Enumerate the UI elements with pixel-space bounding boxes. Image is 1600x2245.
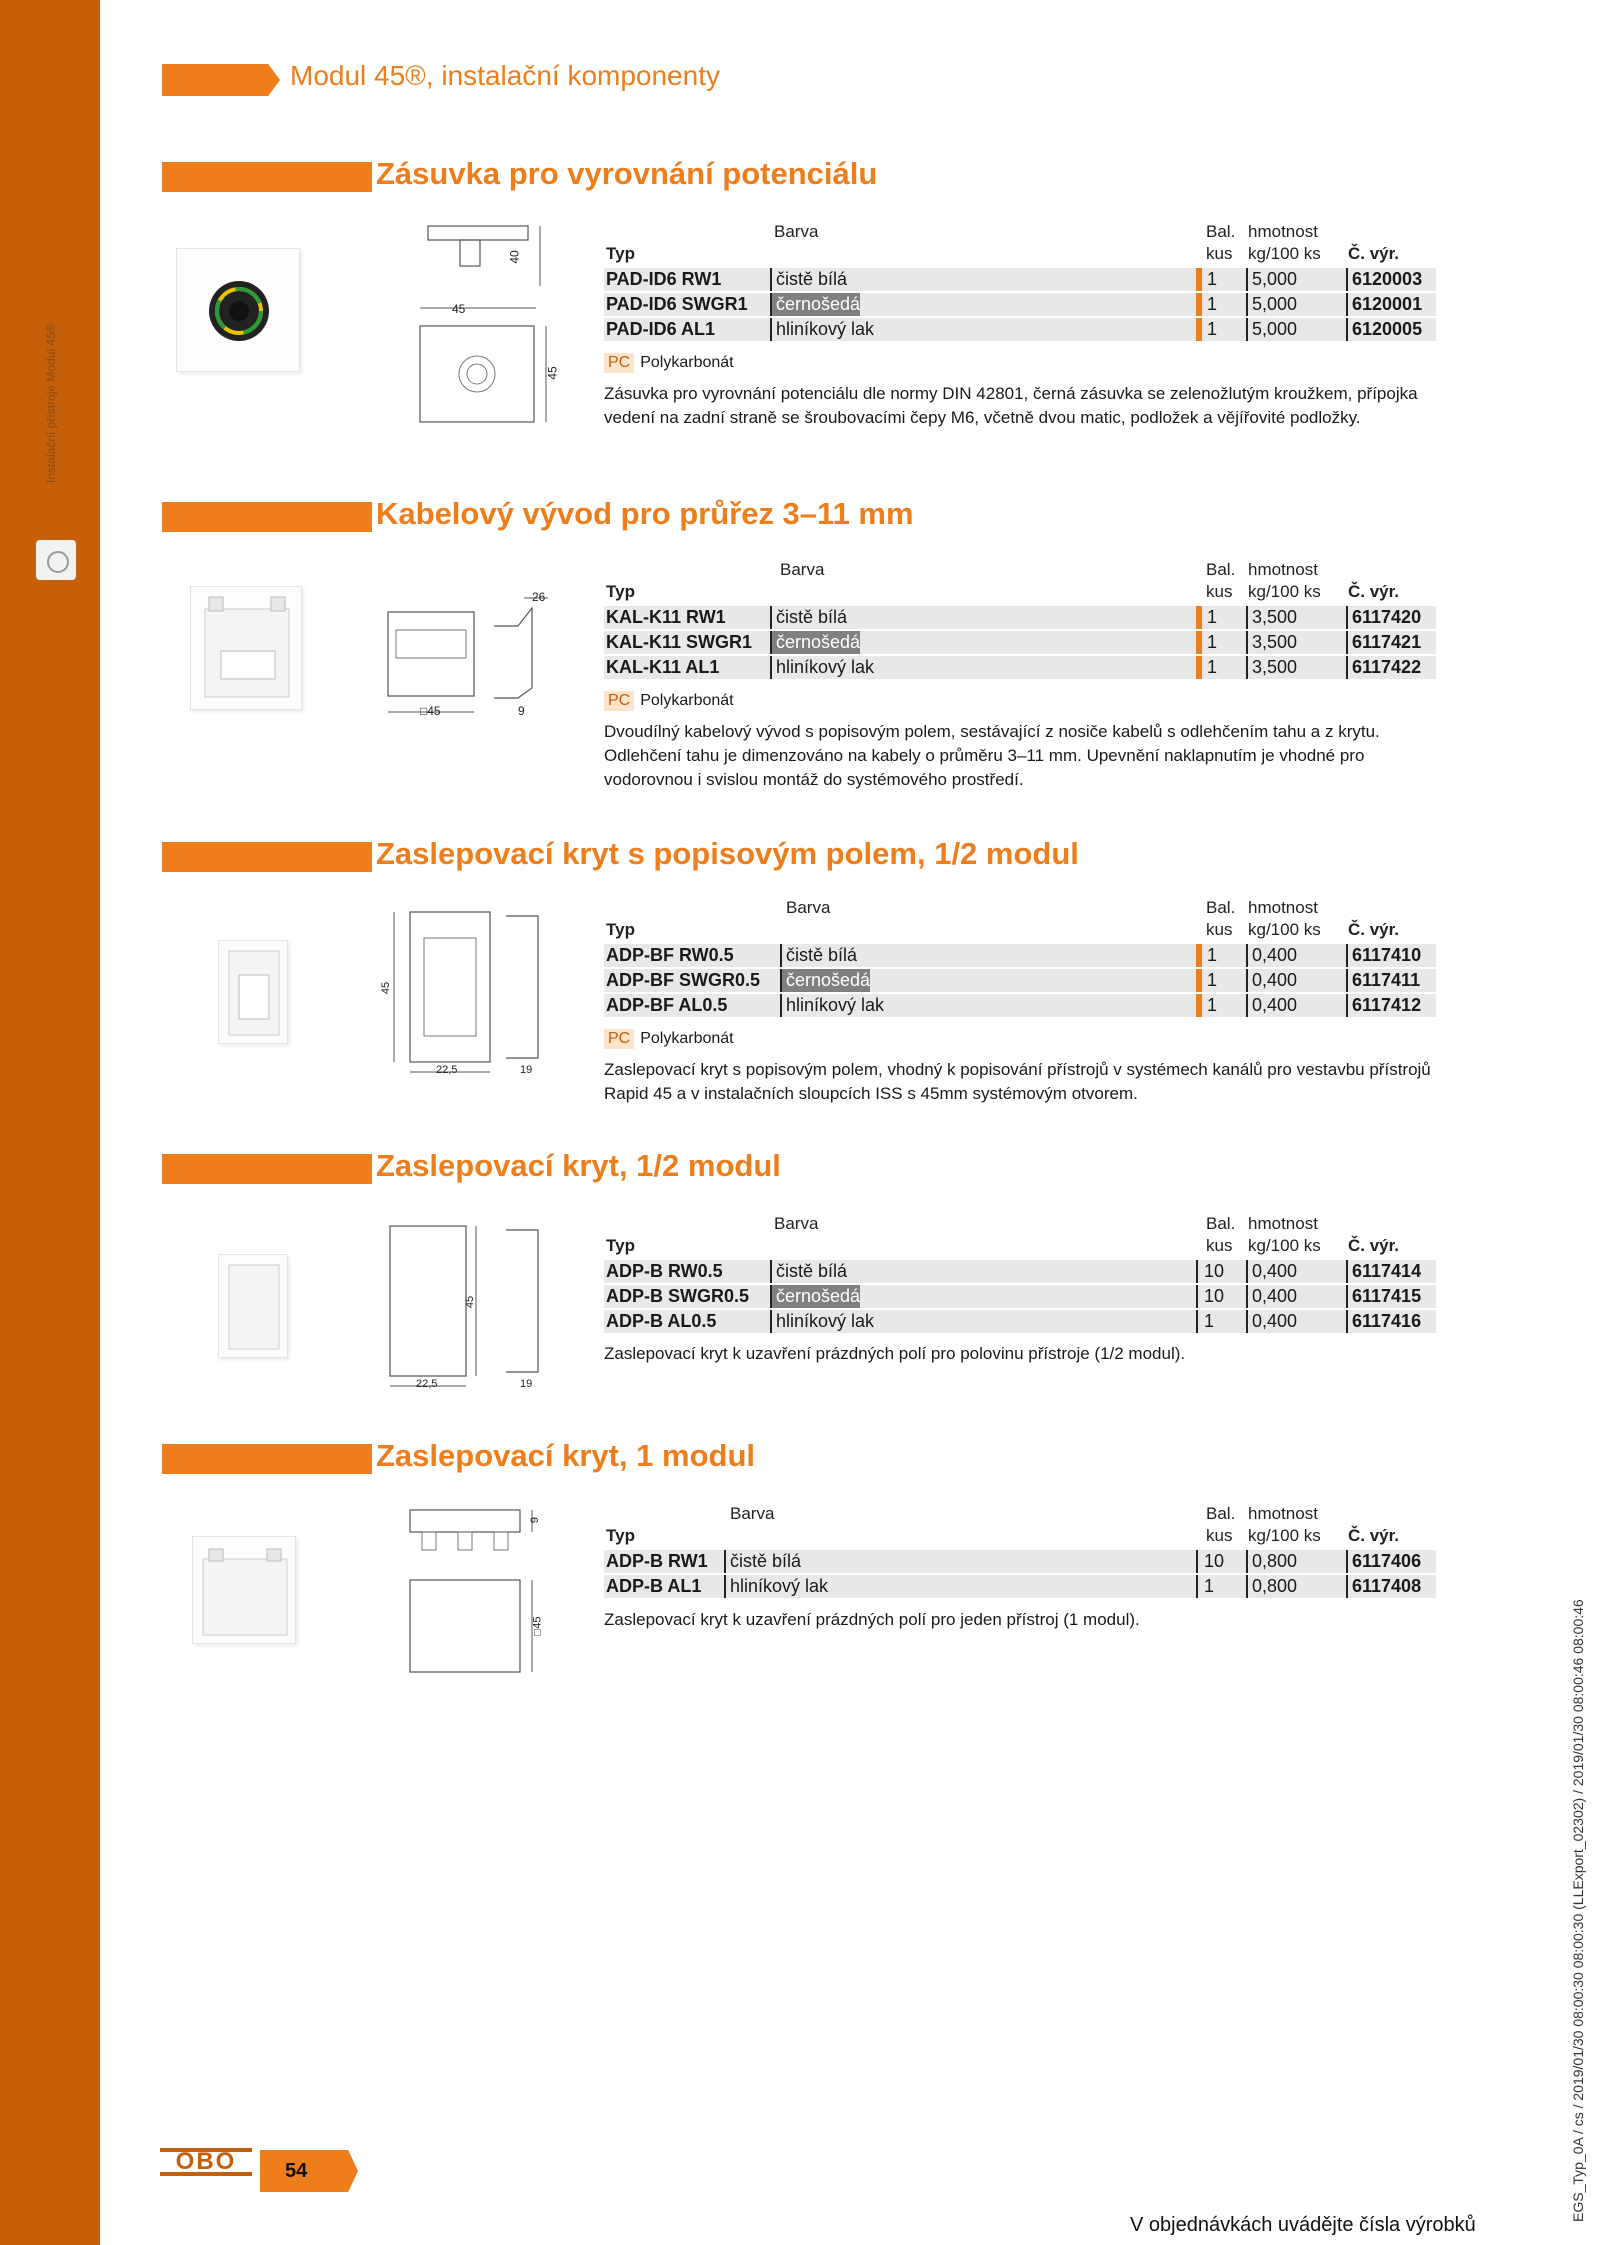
section-title: Zaslepovací kryt, 1 modul	[376, 1438, 756, 1473]
product-description: Zásuvka pro vyrovnání potenciálu dle normy DIN 42801, černá zásuvka se zelenožlutým kroužkem, přípojka vedení na zadní straně se šroubovacími čepy M6, včetně dvou matic, podložek a vějířovité podložky.	[604, 384, 1418, 427]
row-weight: 5,000	[1246, 268, 1297, 291]
row-code: 6117415	[1346, 1285, 1421, 1308]
technical-drawing	[380, 902, 560, 1082]
dimension-label: □45	[420, 704, 441, 718]
blank-cover-label-illustration	[219, 941, 289, 1045]
row-qty: 10	[1196, 1550, 1224, 1573]
col-header-color: Barva	[780, 560, 825, 579]
row-weight: 0,400	[1246, 944, 1297, 967]
material-line	[604, 353, 734, 373]
material-line	[604, 1029, 734, 1049]
row-type: KAL-K11 RW1	[606, 607, 726, 627]
obo-logo: OBO	[160, 2148, 252, 2176]
row-type: KAL-K11 AL1	[606, 657, 720, 677]
table-row	[604, 1310, 1436, 1333]
col-header-color: Barva	[786, 898, 831, 917]
row-color: hliníkový lak	[770, 1310, 874, 1333]
col-header-weight: hmotnost	[1248, 898, 1318, 917]
sidebar-vertical-label: Instalační přístroje Modul 45®	[44, 323, 58, 483]
row-color: čistě bílá	[770, 606, 847, 629]
row-weight: 0,400	[1246, 1310, 1297, 1333]
col-header-pack: Bal.	[1206, 222, 1236, 241]
blank-cover-half-illustration	[219, 1255, 289, 1359]
product-photo	[176, 248, 300, 372]
col-header-pack-unit: kus	[1206, 582, 1233, 601]
dimension-label: 45	[545, 366, 560, 380]
row-code: 6117408	[1346, 1575, 1421, 1598]
row-code: 6117422	[1346, 656, 1421, 679]
col-header-weight: hmotnost	[1248, 560, 1318, 579]
row-qty: 1	[1196, 1575, 1214, 1598]
product-description: Zaslepovací kryt s popisovým polem, vhodný k popisování přístrojů v systémech kanálů pro vestavbu přístrojů Rapid 45 a v instalačních sloupcích ISS s 45mm systémovým otvorem.	[604, 1060, 1431, 1103]
row-qty: 1	[1196, 293, 1217, 316]
row-type: PAD-ID6 RW1	[606, 269, 722, 289]
col-header-article: Č. výr.	[1348, 582, 1400, 601]
dimension-label: 22,5	[416, 1378, 438, 1390]
dimension-drawing	[380, 902, 560, 1082]
product-photo	[192, 1536, 296, 1644]
row-color: černošedá	[780, 969, 870, 992]
section-marker	[162, 502, 372, 532]
col-header-weight: hmotnost	[1248, 1214, 1318, 1233]
material-name: Polykarbonát	[640, 354, 734, 371]
material-badge: PC	[604, 353, 634, 373]
row-code: 6117412	[1346, 994, 1421, 1017]
table-row	[604, 1260, 1436, 1283]
col-header-pack-unit: kus	[1206, 920, 1233, 939]
footer-note: V objednávkách uvádějte čísla výrobků	[1130, 2214, 1476, 2236]
table-row	[604, 1550, 1436, 1573]
col-header-type: Typ	[606, 1526, 635, 1545]
row-color: hliníkový lak	[780, 994, 884, 1017]
row-weight: 3,500	[1246, 631, 1297, 654]
product-description: Dvoudílný kabelový vývod s popisovým polem, sestávající z nosiče kabelů s odlehčením tahu a z krytu. Odlehčení tahu je dimenzováno na kabely o průměru 3–11 mm. Upevnění naklapnutím je vhodné pro vodorovnou i svislou montáž do systémového prostředí.	[604, 722, 1380, 789]
section-title: Zaslepovací kryt, 1/2 modul	[376, 1148, 781, 1183]
page-number-tab	[260, 2150, 358, 2192]
row-color: hliníkový lak	[770, 656, 874, 679]
material-badge: PC	[604, 1029, 634, 1049]
material-name: Polykarbonát	[640, 1030, 734, 1047]
row-type: ADP-BF AL0.5	[606, 995, 728, 1015]
row-weight: 0,400	[1246, 1285, 1297, 1308]
header-tab-marker	[162, 64, 280, 96]
table-row	[604, 1285, 1436, 1308]
product-photo	[190, 586, 302, 710]
material-name: Polykarbonát	[640, 692, 734, 709]
row-qty: 10	[1196, 1260, 1224, 1283]
col-header-weight-unit: kg/100 ks	[1248, 1526, 1321, 1545]
row-weight: 0,800	[1246, 1575, 1297, 1598]
row-qty: 1	[1196, 944, 1217, 967]
technical-drawing	[380, 1216, 560, 1396]
table-row	[604, 606, 1436, 629]
row-code: 6117420	[1346, 606, 1421, 629]
section-marker	[162, 1444, 372, 1474]
dimension-label: 19	[520, 1378, 533, 1390]
row-code: 6117410	[1346, 944, 1421, 967]
dimension-label: 9	[518, 704, 525, 718]
row-qty: 1	[1196, 268, 1217, 291]
col-header-pack-unit: kus	[1206, 1236, 1233, 1255]
row-weight: 3,500	[1246, 606, 1297, 629]
section-marker	[162, 842, 372, 872]
section-title: Zásuvka pro vyrovnání potenciálu	[376, 156, 878, 191]
col-header-type: Typ	[606, 1236, 635, 1255]
col-header-type: Typ	[606, 920, 635, 939]
col-header-type: Typ	[606, 582, 635, 601]
row-weight: 0,800	[1246, 1550, 1297, 1573]
col-header-type: Typ	[606, 244, 635, 263]
section-title: Zaslepovací kryt s popisovým polem, 1/2 modul	[376, 836, 1079, 871]
row-color: čistě bílá	[770, 1260, 847, 1283]
row-qty: 1	[1196, 1310, 1214, 1333]
col-header-color: Barva	[774, 222, 819, 241]
blank-cover-full-illustration	[193, 1537, 297, 1645]
table-row	[604, 969, 1436, 992]
row-code: 6117421	[1346, 631, 1421, 654]
row-code: 6117416	[1346, 1310, 1421, 1333]
col-header-article: Č. výr.	[1348, 1236, 1400, 1255]
table-row	[604, 268, 1436, 291]
table-row	[604, 1575, 1436, 1598]
row-weight: 0,400	[1246, 969, 1297, 992]
col-header-article: Č. výr.	[1348, 1526, 1400, 1545]
row-code: 6117406	[1346, 1550, 1421, 1573]
col-header-color: Barva	[730, 1504, 775, 1523]
technical-drawing	[400, 1500, 560, 1680]
row-type: PAD-ID6 AL1	[606, 319, 716, 339]
page-title: Modul 45®, instalační komponenty	[290, 60, 720, 91]
dimension-label: 45	[380, 981, 393, 995]
row-code: 6117411	[1346, 969, 1420, 992]
table-row	[604, 631, 1436, 654]
row-color: černošedá	[770, 1285, 860, 1308]
dimension-label: 26	[532, 590, 546, 604]
export-metadata: EGS_Typ_0A / cs / 2019/01/30 08:00:30 08:00:30 (LLExport_02302) / 2019/01/30 08:00:46 08:00:46	[1570, 1599, 1586, 2222]
row-qty: 10	[1196, 1285, 1224, 1308]
row-type: ADP-B RW1	[606, 1551, 708, 1571]
dimension-label: 9	[529, 1516, 542, 1524]
row-color: hliníkový lak	[724, 1575, 828, 1598]
dimension-label: 19	[520, 1064, 533, 1076]
row-weight: 0,400	[1246, 1260, 1297, 1283]
material-line	[604, 691, 734, 711]
row-weight: 3,500	[1246, 656, 1297, 679]
dimension-drawing	[410, 216, 560, 426]
dimension-label: 40	[507, 250, 522, 264]
row-qty: 1	[1196, 318, 1217, 341]
row-color: čistě bílá	[724, 1550, 801, 1573]
product-photo	[218, 940, 288, 1044]
dimension-drawing	[400, 1500, 560, 1680]
section-marker	[162, 1154, 372, 1184]
dimension-label: □45	[531, 1616, 544, 1636]
page-number: 54	[285, 2160, 308, 2182]
col-header-weight-unit: kg/100 ks	[1248, 582, 1321, 601]
row-color: černošedá	[770, 293, 860, 316]
row-type: KAL-K11 SWGR1	[606, 632, 753, 652]
col-header-weight-unit: kg/100 ks	[1248, 920, 1321, 939]
row-weight: 5,000	[1246, 293, 1297, 316]
col-header-pack: Bal.	[1206, 898, 1236, 917]
dimension-label: 45	[464, 1295, 477, 1309]
row-code: 6120001	[1346, 293, 1422, 316]
row-code: 6120003	[1346, 268, 1422, 291]
row-color: hliníkový lak	[770, 318, 874, 341]
table-row	[604, 656, 1436, 679]
section-marker	[162, 162, 372, 192]
col-header-pack: Bal.	[1206, 1504, 1236, 1523]
col-header-pack: Bal.	[1206, 1214, 1236, 1233]
col-header-weight-unit: kg/100 ks	[1248, 244, 1321, 263]
row-color: čistě bílá	[770, 268, 847, 291]
row-type: ADP-BF RW0.5	[606, 945, 734, 965]
product-description: Zaslepovací kryt k uzavření prázdných polí pro polovinu přístroje (1/2 modul).	[604, 1344, 1186, 1363]
table-row	[604, 318, 1436, 341]
row-color: čistě bílá	[780, 944, 857, 967]
col-header-pack: Bal.	[1206, 560, 1236, 579]
technical-drawing	[410, 216, 560, 426]
row-code: 6120005	[1346, 318, 1422, 341]
table-row	[604, 944, 1436, 967]
col-header-weight: hmotnost	[1248, 1504, 1318, 1523]
row-qty: 1	[1196, 606, 1217, 629]
col-header-weight-unit: kg/100 ks	[1248, 1236, 1321, 1255]
col-header-weight: hmotnost	[1248, 222, 1318, 241]
row-color: černošedá	[770, 631, 860, 654]
socket-icon	[36, 540, 76, 580]
product-photo	[218, 1254, 288, 1358]
row-type: ADP-B AL1	[606, 1576, 702, 1596]
col-header-pack-unit: kus	[1206, 1526, 1233, 1545]
row-qty: 1	[1196, 969, 1217, 992]
col-header-article: Č. výr.	[1348, 244, 1400, 263]
row-weight: 5,000	[1246, 318, 1297, 341]
dimension-label: 22,5	[436, 1064, 458, 1076]
cable-outlet-illustration	[191, 587, 303, 711]
col-header-pack-unit: kus	[1206, 244, 1233, 263]
dimension-label: 45	[452, 302, 466, 316]
row-type: ADP-B AL0.5	[606, 1311, 717, 1331]
material-badge: PC	[604, 691, 634, 711]
dimension-drawing	[378, 588, 578, 728]
col-header-article: Č. výr.	[1348, 920, 1400, 939]
row-qty: 1	[1196, 656, 1217, 679]
potential-socket-illustration	[177, 249, 301, 373]
row-weight: 0,400	[1246, 994, 1297, 1017]
technical-drawing	[378, 588, 578, 728]
row-type: PAD-ID6 SWGR1	[606, 294, 748, 314]
col-header-color: Barva	[774, 1214, 819, 1233]
row-type: ADP-B SWGR0.5	[606, 1286, 750, 1306]
row-type: ADP-B RW0.5	[606, 1261, 723, 1281]
table-row	[604, 994, 1436, 1017]
table-row	[604, 293, 1436, 316]
row-type: ADP-BF SWGR0.5	[606, 970, 761, 990]
section-title: Kabelový vývod pro průřez 3–11 mm	[376, 496, 914, 531]
row-qty: 1	[1196, 631, 1217, 654]
row-qty: 1	[1196, 994, 1217, 1017]
product-description: Zaslepovací kryt k uzavření prázdných polí pro jeden přístroj (1 modul).	[604, 1610, 1140, 1629]
row-code: 6117414	[1346, 1260, 1421, 1283]
